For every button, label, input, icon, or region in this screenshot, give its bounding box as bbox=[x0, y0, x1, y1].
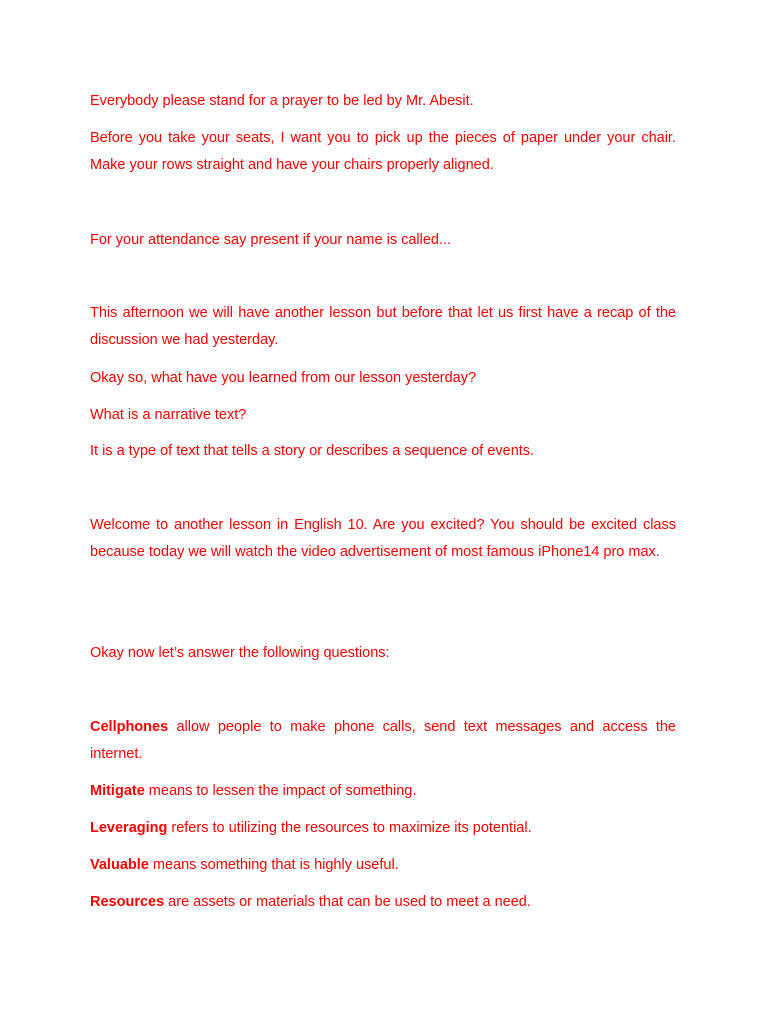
definition-text: allow people to make phone calls, send text messages and access the internet. bbox=[90, 719, 676, 762]
definition-leveraging bbox=[90, 815, 676, 842]
paragraph-welcome: Welcome to another lesson in English 10. Are you excited? You should be excited class because today we will watch the video advertisement of most famous iPhone14 pro max. bbox=[90, 517, 676, 560]
definition-term: Valuable bbox=[90, 857, 149, 873]
paragraph-recap: This afternoon we will have another lesson but before that let us first have a recap of the discussion we had yesterday. bbox=[90, 305, 676, 348]
definition-text: means something that is highly useful. bbox=[148, 857, 399, 873]
paragraph-prayer: Everybody please stand for a prayer to be led by Mr. Abesit. bbox=[90, 93, 474, 109]
definition-term: Cellphones bbox=[90, 719, 169, 735]
definition-term: Mitigate bbox=[90, 783, 145, 799]
definition-text: means to lessen the impact of something. bbox=[144, 783, 417, 799]
definition-cellphones bbox=[90, 714, 676, 768]
paragraph-narrative-answer: It is a type of text that tells a story or describes a sequence of events. bbox=[90, 443, 535, 459]
definition-term: Leveraging bbox=[90, 820, 168, 836]
paragraph-question-learned: Okay so, what have you learned from our lesson yesterday? bbox=[90, 370, 477, 386]
paragraph-question-narrative: What is a narrative text? bbox=[90, 407, 247, 423]
definition-valuable bbox=[90, 852, 676, 879]
definition-text: refers to utilizing the resources to maximize its potential. bbox=[167, 820, 532, 836]
definition-text: are assets or materials that can be used to meet a need. bbox=[164, 894, 531, 910]
paragraph-attendance: For your attendance say present if your name is called... bbox=[90, 232, 452, 248]
definition-mitigate bbox=[90, 778, 676, 805]
paragraph-seats: Before you take your seats, I want you to pick up the pieces of paper under your chair. Make your rows straight and have your chairs properly aligned. bbox=[90, 130, 676, 173]
definition-resources bbox=[90, 889, 676, 916]
definition-term: Resources bbox=[90, 894, 165, 910]
paragraph-questions-intro: Okay now let’s answer the following questions: bbox=[90, 645, 390, 661]
